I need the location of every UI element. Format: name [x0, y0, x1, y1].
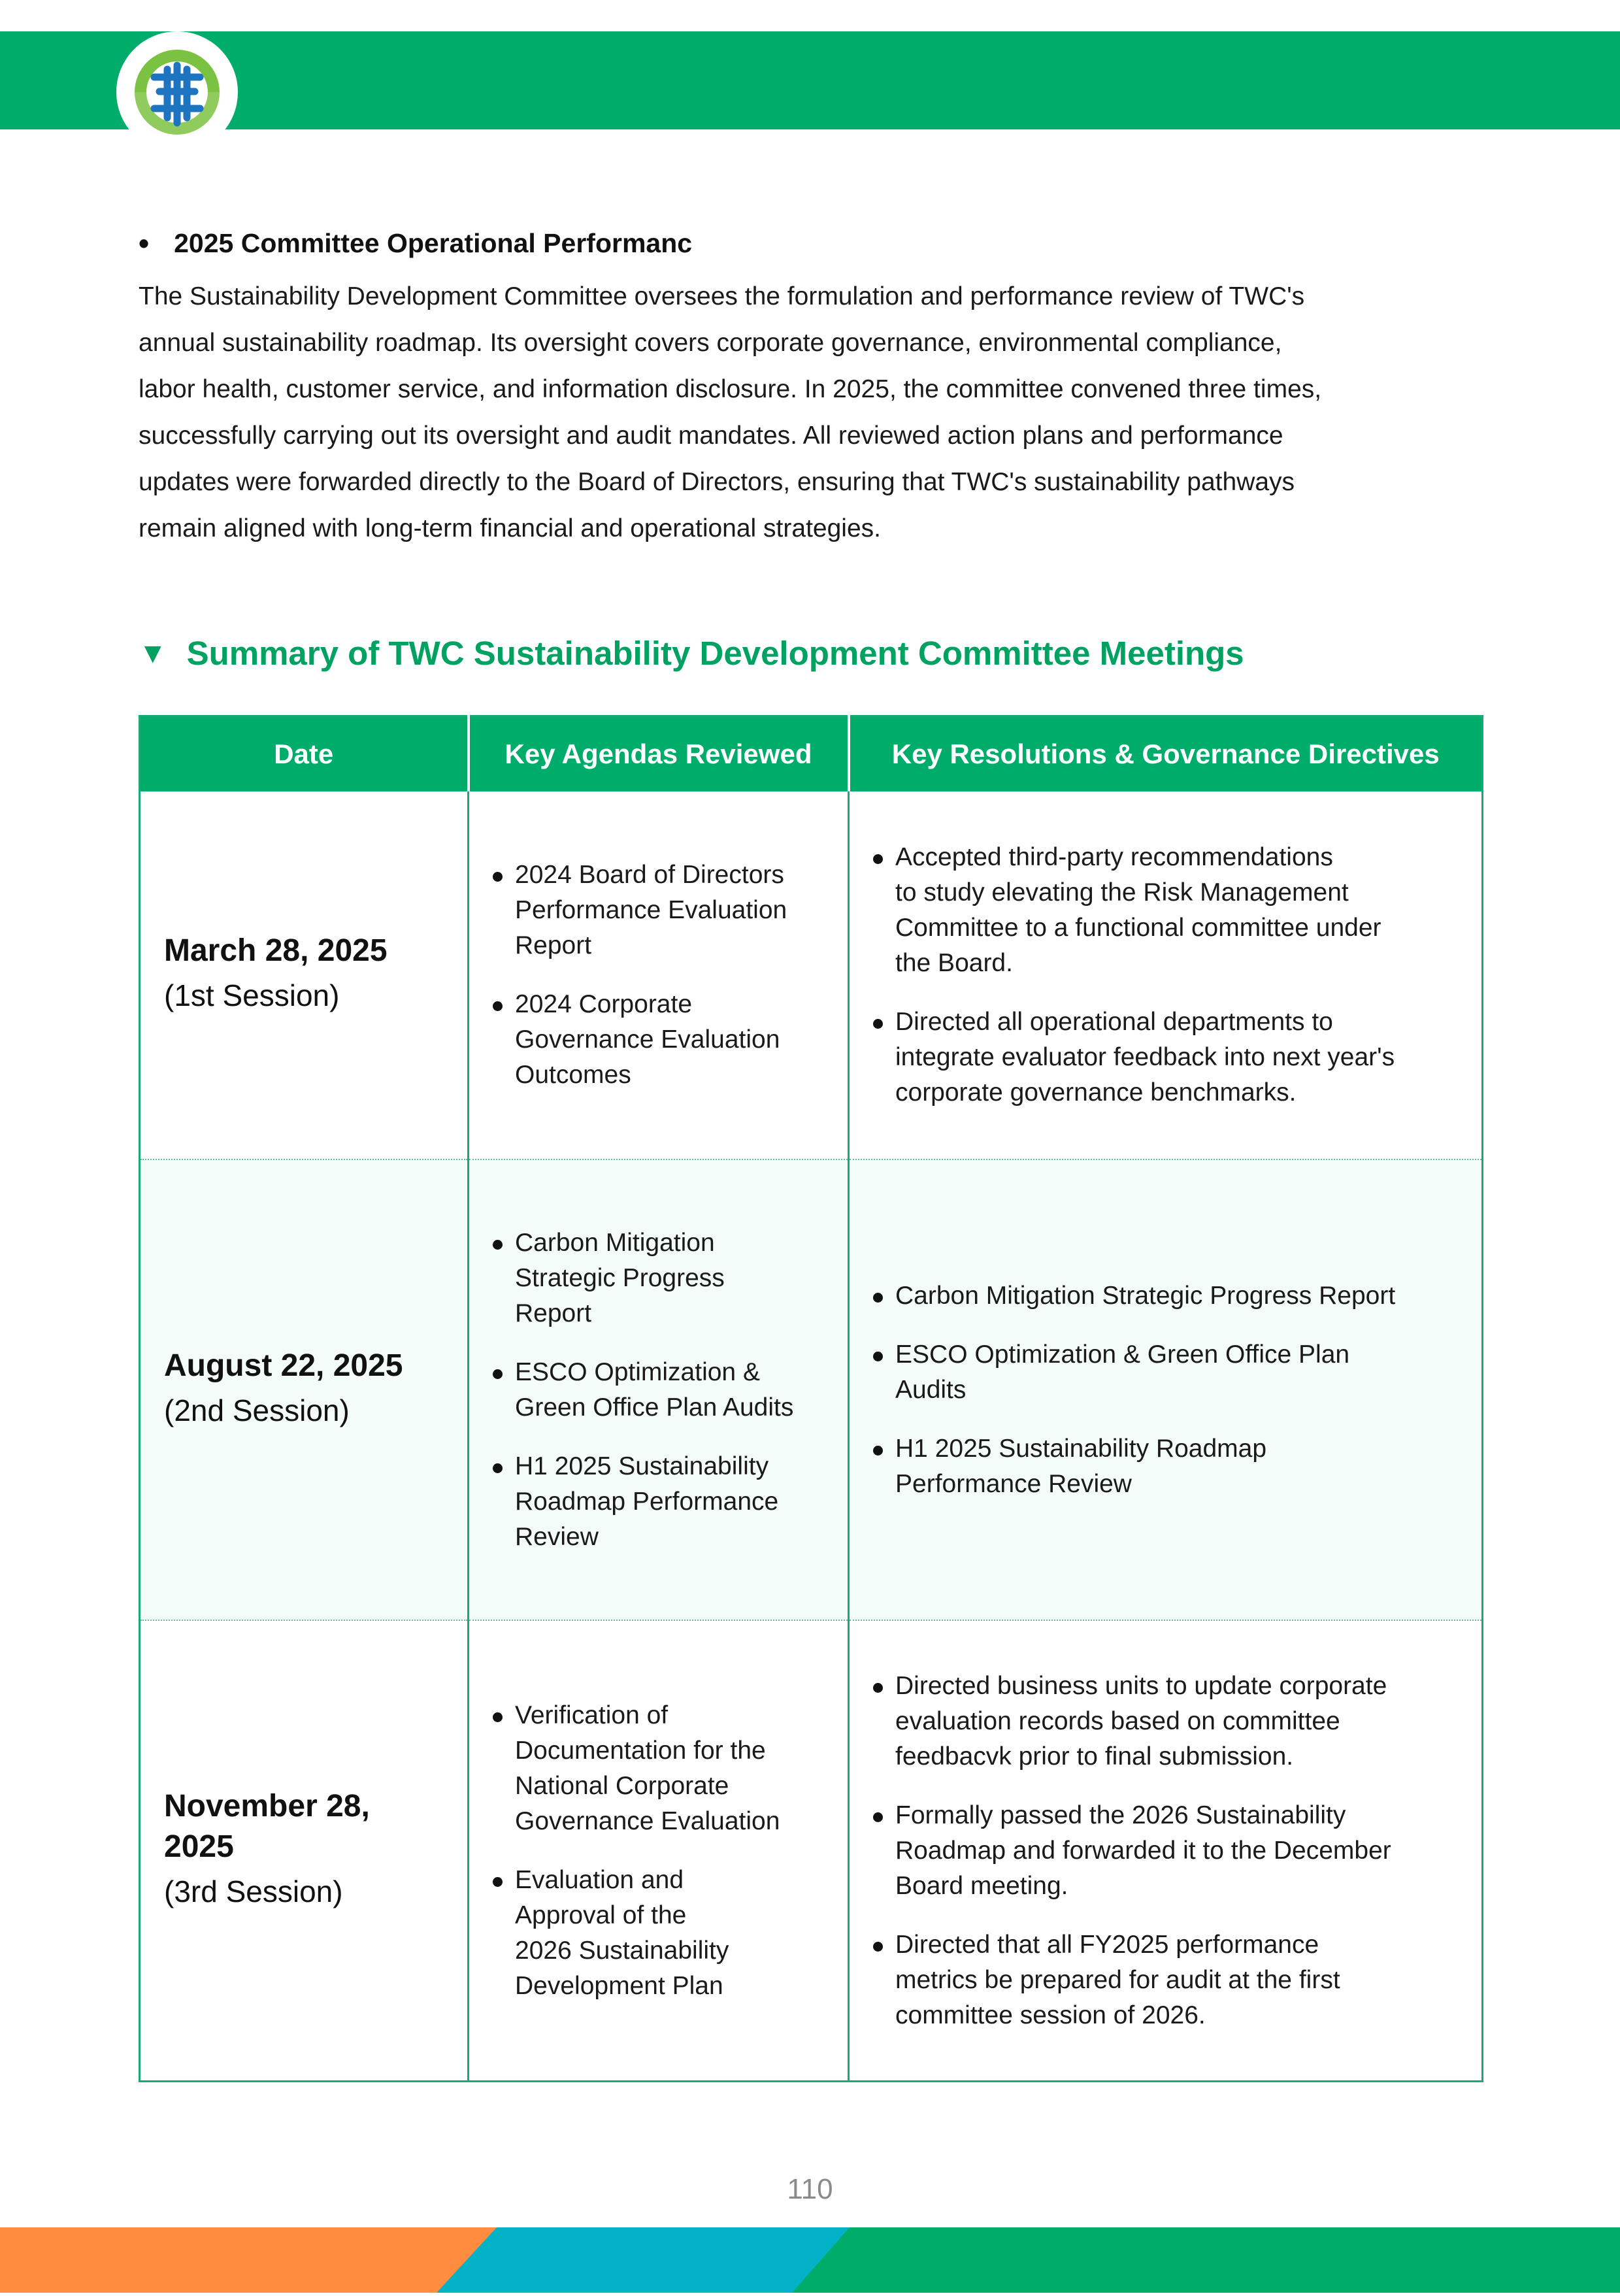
resolutions-cell: [849, 791, 1483, 1159]
table-row: [140, 1620, 1483, 2082]
meeting-session: (1st Session): [164, 978, 340, 1012]
resolution-item-line: the Board.: [895, 949, 1013, 977]
resolution-item-line: Roadmap and forwarded it to the December: [895, 1836, 1391, 1865]
agendas-cell-list: [493, 1698, 828, 2004]
resolution-item-line: Carbon Mitigation Strategic Progress Report: [895, 1281, 1396, 1310]
meeting-date: 2025: [164, 1829, 234, 1864]
agendas-cell-list: [493, 857, 828, 1093]
agenda-item-line: 2024 Board of Directors: [515, 861, 784, 889]
resolution-item-line: Accepted third-party recommendations: [895, 843, 1333, 871]
intro-line: labor health, customer service, and information disclosure. In 2025, the committee convened three times,: [139, 375, 1322, 403]
date-cell: [140, 791, 469, 1159]
agenda-item-line: Strategic Progress: [515, 1263, 725, 1292]
resolution-item-line: committee session of 2026.: [895, 2001, 1206, 2029]
agenda-item-line: Outcomes: [515, 1061, 631, 1089]
header-date: Date: [140, 716, 469, 792]
agenda-item-line: Roadmap Performance: [515, 1487, 779, 1516]
intro-line: The Sustainability Development Committee oversees the formulation and performance review of TWC's: [139, 282, 1305, 310]
resolutions-cell-list: [873, 840, 1462, 1110]
resolution-item-line: Committee to a functional committee under: [895, 914, 1381, 942]
agenda-item-line: Governance Evaluation: [515, 1025, 780, 1054]
resolution-item-line: H1 2025 Sustainability Roadmap: [895, 1434, 1267, 1463]
agenda-item-line: Governance Evaluation: [515, 1806, 780, 1835]
resolution-item-line: integrate evaluator feedback into next year's: [895, 1043, 1395, 1071]
agenda-item: [493, 1225, 828, 1331]
resolution-item: [873, 1927, 1462, 2033]
agenda-item-line: Review: [515, 1522, 599, 1551]
agenda-item-line: Evaluation and: [515, 1865, 684, 1894]
resolution-item-line: Directed all operational departments to: [895, 1008, 1333, 1036]
resolutions-cell-list: [873, 1278, 1462, 1502]
agendas-cell: [469, 1159, 849, 1620]
resolution-item-line: Directed that all FY2025 performance: [895, 1930, 1319, 1959]
resolution-item-line: feedbacvk prior to final submission.: [895, 1742, 1294, 1771]
footer-band: [0, 2227, 1620, 2293]
intro-line: updates were forwarded directly to the Board of Directors, ensuring that TWC's sustainability pathways: [139, 468, 1295, 496]
meeting-date: November 28,: [164, 1788, 370, 1823]
intro-heading-text: 2025 Committee Operational Performanc: [174, 227, 693, 258]
meeting-session: (3rd Session): [164, 1874, 343, 1908]
intro-line: remain aligned with long-term financial and operational strategies.: [139, 514, 881, 542]
date-cell: [140, 1159, 469, 1620]
agendas-cell: [469, 791, 849, 1159]
resolution-item: [873, 1798, 1462, 1904]
twc-logo-icon: [116, 31, 238, 153]
agenda-item-line: Development Plan: [515, 1971, 723, 2000]
section-title-text: Summary of TWC Sustainability Development Committee Meetings: [186, 635, 1244, 672]
resolution-item-line: Formally passed the 2026 Sustainability: [895, 1801, 1346, 1829]
agenda-item-line: H1 2025 Sustainability: [515, 1452, 769, 1480]
resolution-item: [873, 1005, 1462, 1110]
resolution-item-line: evaluation records based on committee: [895, 1706, 1340, 1735]
meeting-session: (2nd Session): [164, 1393, 350, 1427]
resolution-item-line: Performance Review: [895, 1469, 1132, 1498]
table-header-row: [140, 716, 1483, 792]
resolutions-cell: [849, 1620, 1483, 2082]
resolution-item-line: Board meeting.: [895, 1871, 1068, 1900]
meeting-date: August 22, 2025: [164, 1348, 403, 1383]
resolution-item-line: to study elevating the Risk Management: [895, 878, 1349, 907]
agenda-item: [493, 1863, 828, 2004]
resolution-item-line: metrics be prepared for audit at the first: [895, 1965, 1340, 1994]
intro-heading: • 2025 Committee Operational Performanc: [139, 226, 693, 260]
section-title: [139, 634, 1244, 673]
agenda-item: [493, 1355, 828, 1425]
agendas-cell: [469, 1620, 849, 2082]
triangle-down-icon: ▼: [139, 637, 167, 669]
resolutions-cell-list: [873, 1669, 1462, 2033]
intro-line: annual sustainability roadmap. Its oversight covers corporate governance, environmental compliance,: [139, 329, 1282, 357]
agenda-item-line: ESCO Optimization &: [515, 1357, 760, 1386]
intro-line: successfully carrying out its oversight and audit mandates. All reviewed action plans and performance: [139, 422, 1283, 450]
agenda-item-line: National Corporate: [515, 1771, 729, 1800]
agenda-item-line: Report: [515, 931, 592, 959]
agenda-item-line: Verification of: [515, 1701, 669, 1729]
agenda-item-line: Approval of the: [515, 1901, 687, 1929]
agenda-item: [493, 857, 828, 963]
meeting-date: March 28, 2025: [164, 933, 388, 968]
header-agendas: Key Agendas Reviewed: [469, 716, 849, 792]
agenda-item: [493, 1449, 828, 1555]
agenda-item: [493, 1698, 828, 1839]
date-cell: [140, 1620, 469, 2082]
meetings-table: [139, 715, 1483, 2082]
table-row: [140, 791, 1483, 1159]
footer-stripe-green: [792, 2227, 1620, 2293]
agenda-item-line: Carbon Mitigation: [515, 1228, 715, 1257]
agenda-item-line: Documentation for the: [515, 1736, 766, 1765]
resolution-item-line: corporate governance benchmarks.: [895, 1078, 1297, 1106]
header-band: [0, 31, 1620, 129]
resolution-item-line: Directed business units to update corporate: [895, 1671, 1387, 1700]
resolution-item-line: Audits: [895, 1375, 967, 1404]
resolution-item: [873, 1337, 1462, 1408]
agenda-item-line: Performance Evaluation: [515, 896, 787, 924]
resolution-item: [873, 840, 1462, 981]
header-resolutions: Key Resolutions & Governance Directives: [849, 716, 1483, 792]
agenda-item-line: Green Office Plan Audits: [515, 1393, 794, 1422]
agendas-cell-list: [493, 1225, 828, 1555]
resolution-item-line: ESCO Optimization & Green Office Plan: [895, 1340, 1350, 1369]
agenda-item-line: 2024 Corporate: [515, 990, 693, 1018]
resolutions-cell: [849, 1159, 1483, 1620]
agenda-item-line: 2026 Sustainability: [515, 1936, 729, 1965]
table-row: [140, 1159, 1483, 1620]
resolution-item: [873, 1669, 1462, 1774]
agenda-item-line: Report: [515, 1299, 592, 1327]
resolution-item: [873, 1278, 1462, 1314]
agenda-item: [493, 987, 828, 1093]
resolution-item: [873, 1431, 1462, 1502]
intro-paragraph: [139, 273, 1485, 552]
page-number: 110: [787, 2173, 833, 2205]
